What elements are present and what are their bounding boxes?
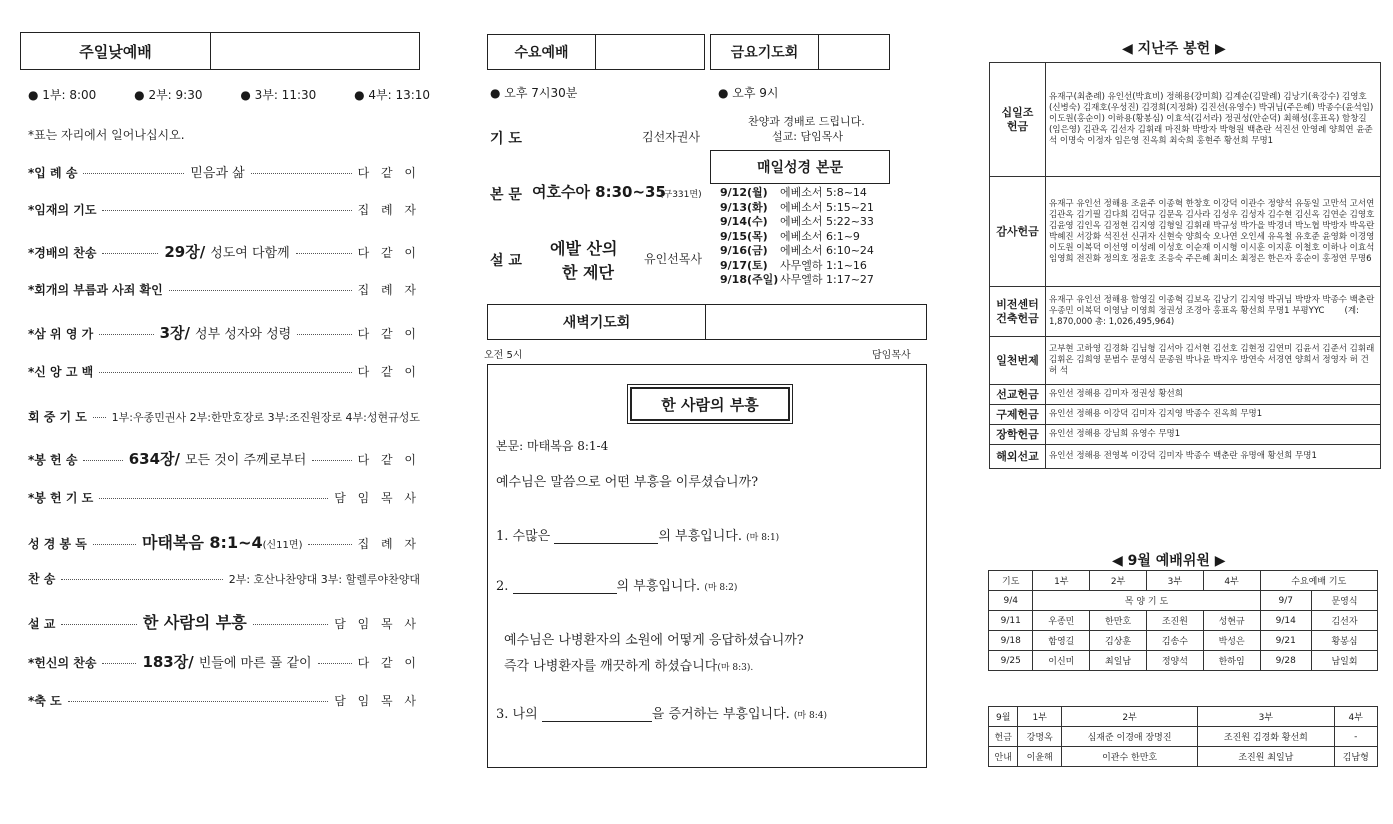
sermon-notes-q2-answer: 즉각 나병환자를 깨끗하게 하셨습니다(마 8:3).	[504, 659, 754, 674]
offering-category: 감사헌금	[990, 177, 1046, 287]
order-detail: 모든 것이 주께로부터	[185, 453, 307, 468]
usher-table	[988, 706, 1378, 767]
dawn-header-box	[487, 304, 927, 340]
bible-reading-row	[720, 273, 874, 288]
offering-row	[990, 287, 1381, 337]
wed-person: 남일회	[1312, 651, 1378, 671]
offering-row	[990, 63, 1381, 177]
offering-total: (계: 1,870,000 총: 1,026,495,964)	[1049, 306, 1359, 327]
worship-row	[989, 611, 1378, 631]
fri-desc-1: 찬양과 경배로 드립니다.	[748, 115, 865, 128]
sermon-notes-line-3: 3. 나의 을 증거하는 부흥입니다. (마 8:4)	[496, 707, 827, 722]
offering-names: 유재구 유인선 정해용 함영길 이종혁 김보옥 김낭기 김지영 박귀님 박방자 박종수 백춘란 우종민 이복덕 이영남 이영희 정권성 조경아 홍표옥 황선희 무명1 부평YYC (계: 1,870,000 총: 1,026,495,964)	[1046, 287, 1381, 337]
reading-ref: 사무엘하 1:1~16	[780, 258, 867, 272]
wed-date: 9/28	[1260, 651, 1312, 671]
offering-title: ◀ 지난주 봉헌 ▶	[1122, 41, 1226, 57]
order-label: *봉 헌 기 도	[28, 491, 94, 505]
offering-category: 선교헌금	[990, 385, 1046, 405]
usher-header-cell: 9월	[989, 707, 1018, 727]
service-times	[28, 86, 430, 103]
order-highlight: 한 사람의 부흥	[142, 613, 247, 632]
bible-reading-row	[720, 186, 874, 201]
order-row	[28, 162, 420, 181]
sermon-notes-q2: 예수님은 나병환자의 소원에 어떻게 응답하셨습니까?	[504, 633, 804, 648]
offering-row	[990, 405, 1381, 425]
usher-cell: 조진원 최일남	[1198, 747, 1334, 767]
offering-names: 유인선 정해용 강님희 유영수 무명1	[1046, 425, 1381, 445]
sermon-notes-box	[487, 364, 927, 768]
order-label: *회개의 부름과 사죄 확인	[28, 283, 163, 297]
order-label: 설 교	[28, 617, 56, 631]
reading-date: 9/14(수)	[720, 215, 768, 228]
blank-3[interactable]	[542, 708, 652, 722]
fri-header-title: 금요기도회	[711, 35, 819, 69]
reading-date: 9/15(목)	[720, 229, 768, 243]
worship-date: 9/11	[989, 611, 1033, 631]
order-row	[28, 448, 420, 469]
reading-ref: 에베소서 5:15~21	[780, 200, 874, 214]
usher-row	[989, 727, 1378, 747]
worship-person: 박성은	[1203, 631, 1260, 651]
wed-date: 9/21	[1260, 631, 1312, 651]
dawn-time: 오전 5시	[484, 350, 523, 361]
order-leader: 다 같 이	[357, 656, 421, 670]
order-row	[28, 530, 420, 553]
offering-row	[990, 425, 1381, 445]
fri-desc-2: 설교: 담임목사	[772, 130, 843, 143]
wed-person: 황봉심	[1312, 631, 1378, 651]
order-leader: 집 례 자	[357, 203, 420, 217]
wed-sermon-label: 설 교	[490, 253, 522, 269]
worship-date: 9/25	[989, 651, 1033, 671]
order-row	[28, 692, 420, 709]
wed-person: 문영식	[1312, 591, 1378, 611]
worship-person: 이신미	[1033, 651, 1090, 671]
usher-row	[989, 747, 1378, 767]
worship-person: 김송수	[1146, 631, 1203, 651]
offering-row	[990, 385, 1381, 405]
order-leader: 집 례 자	[357, 283, 420, 297]
sermon-notes-line-1: 1. 수많은 의 부흥입니다. (마 8:1)	[496, 529, 780, 544]
offering-category: 일천번제	[990, 337, 1046, 385]
offering-row	[990, 177, 1381, 287]
offering-panel	[982, 0, 1390, 824]
order-hymn-number: 3장/	[159, 324, 191, 342]
offering-row	[990, 445, 1381, 469]
order-leader: 담 임 목 사	[334, 694, 420, 708]
dawn-header-title: 새벽기도회	[488, 305, 706, 339]
order-detail: 빈들에 마른 풀 같이	[198, 656, 312, 671]
order-row	[28, 363, 420, 380]
offering-names: 유인선 정해용 전영복 이강덕 김미자 박종수 백춘란 유명애 황선희 무명1	[1046, 445, 1381, 469]
offering-category: 비전센터 건축헌금	[990, 287, 1046, 337]
order-leader: 다 같 이	[357, 453, 420, 467]
worship-header-cell: 3부	[1146, 571, 1203, 591]
daily-bible-header: 매일성경 본문	[710, 150, 890, 184]
reading-date: 9/16(금)	[720, 244, 768, 257]
bible-reading-row	[720, 201, 874, 216]
worship-row	[989, 651, 1378, 671]
sunday-worship-panel	[0, 0, 440, 824]
bible-reading-row	[720, 244, 874, 259]
order-row	[28, 489, 420, 506]
offering-category: 구제헌금	[990, 405, 1046, 425]
wed-header-box	[487, 34, 705, 70]
wed-date: 9/14	[1260, 611, 1312, 631]
time-4: ● 4부: 13:10	[354, 88, 431, 102]
reading-date: 9/12(월)	[720, 186, 768, 199]
order-label: 회 중 기 도	[28, 410, 87, 424]
bible-reading-row	[720, 259, 874, 274]
order-row	[28, 201, 420, 218]
offering-category: 해외선교	[990, 445, 1046, 469]
order-label: *헌신의 찬송	[28, 656, 97, 670]
order-label: *봉 헌 송	[28, 453, 78, 467]
worship-header-cell: 기도	[989, 571, 1033, 591]
worship-person: 조진원	[1146, 611, 1203, 631]
usher-cell: 안내	[989, 747, 1018, 767]
usher-header-cell: 2부	[1061, 707, 1197, 727]
reading-date: 9/13(화)	[720, 200, 768, 214]
usher-header-row	[989, 707, 1378, 727]
wed-text-page: (구331면)	[660, 190, 702, 200]
dawn-leader: 담임목사	[872, 350, 911, 361]
wed-time: ● 오후 7시30분	[490, 86, 578, 100]
worship-person: 함영길	[1033, 631, 1090, 651]
wed-prayer-label: 기 도	[490, 131, 522, 147]
order-leader: 담 임 목 사	[334, 491, 420, 505]
offering-names: 고부현 고하영 김경화 김님형 김서아 김서현 김선호 김현정 김연미 김윤서 김준서 김휘래 김휘온 김희영 문범수 문영식 문종원 박나윤 박지우 방연숙 서경연 양희서 정영자 허 건 허 석	[1046, 337, 1381, 385]
weekday-services-panel	[480, 0, 930, 824]
usher-cell: 조진원 김경화 황선희	[1198, 727, 1334, 747]
order-detail: 성부 성자와 성령	[195, 327, 292, 342]
usher-cell: -	[1334, 727, 1378, 747]
order-page: (신11면)	[262, 540, 303, 551]
usher-header-cell: 4부	[1334, 707, 1378, 727]
daily-bible-list	[720, 186, 874, 288]
order-leader: 다 같 이	[357, 166, 421, 180]
sunday-header-box	[20, 32, 420, 70]
reading-ref: 에베소서 5:8~14	[780, 186, 867, 199]
order-label: 성 경 봉 독	[28, 537, 87, 551]
usher-cell: 이관수 한만호	[1061, 747, 1197, 767]
worship-committee-table	[988, 570, 1378, 671]
fri-header-box	[710, 34, 890, 70]
worship-committee-title: ◀ 9월 예배위원 ▶	[1112, 553, 1226, 569]
worship-person: 정양석	[1146, 651, 1203, 671]
order-label: *신 앙 고 백	[28, 365, 94, 379]
offering-row	[990, 337, 1381, 385]
order-detail: 1부:우종민권사 2부:한만호장로 3부:조진원장로 4부:성현규성도	[111, 411, 420, 424]
order-detail: 2부: 호산나찬양대 3부: 할렐루야찬양대	[228, 573, 420, 586]
worship-row	[989, 591, 1378, 611]
wed-person: 김선자	[1312, 611, 1378, 631]
wed-header-title: 수요예배	[488, 35, 596, 69]
offering-names: 유재구(최춘례) 유인선(박효비) 정해용(강미희) 김계순(김말례) 김낭기(육강수) 김영호(신병숙) 김재호(우성진) 김경희(지정화) 김진선(유영수) 박귀님(주은혜) 박종수(윤석임) 이도원(홍순이) 이하용(황봉심) 이효석(김서라) 정권성(안순덕) 최해성(홍표옥) 함창길(임은영) 김관옥 김선자 김휘래 마진화 박방자 박형원 백춘란 석진선 안영례 양희연 윤준석 이명숙 이정자 임은영 진옥희 최숙희 홍현주 황선희 무명1	[1046, 63, 1381, 177]
reading-ref: 에베소서 5:22~33	[780, 215, 874, 228]
order-hymn-number: 29장/	[164, 243, 206, 261]
offering-table	[989, 62, 1381, 469]
time-1: ● 1부: 8:00	[28, 88, 97, 102]
order-detail: 믿음과 삶	[190, 166, 245, 181]
offering-category: 십일조 헌금	[990, 63, 1046, 177]
usher-header-cell: 3부	[1198, 707, 1334, 727]
wed-text-ref: 여호수아 8:30~35	[532, 183, 666, 201]
wed-sermon-title-2: 한 제단	[562, 263, 614, 282]
order-leader: 다 같 이	[357, 327, 421, 341]
worship-header-cell: 4부	[1203, 571, 1260, 591]
reading-ref: 에베소서 6:1~9	[780, 229, 860, 243]
order-row	[28, 610, 420, 633]
order-row	[28, 408, 420, 425]
order-hymn-number: 183장/	[142, 653, 194, 671]
worship-date: 9/4	[989, 591, 1033, 611]
bible-reading-row	[720, 230, 874, 245]
order-leader: 담 임 목 사	[334, 617, 421, 631]
time-2: ● 2부: 9:30	[134, 88, 203, 102]
order-row	[28, 281, 420, 298]
worship-row	[989, 631, 1378, 651]
worship-person: 성현규	[1203, 611, 1260, 631]
order-leader: 다 같 이	[357, 365, 420, 379]
usher-cell: 헌금	[989, 727, 1018, 747]
blank-1[interactable]	[554, 530, 658, 544]
order-row	[28, 651, 420, 672]
worship-person: 한하임	[1203, 651, 1260, 671]
order-row	[28, 322, 420, 343]
order-highlight: 마태복음 8:1~4	[142, 533, 263, 552]
fri-time: ● 오후 9시	[718, 86, 779, 100]
reading-date: 9/18(주일)	[720, 273, 779, 286]
wed-sermon-person: 유인선목사	[644, 252, 702, 266]
order-leader: 집 례 자	[357, 537, 420, 551]
worship-person: 김상훈	[1090, 631, 1147, 651]
worship-person: 우종민	[1033, 611, 1090, 631]
reading-ref: 사무엘하 1:17~27	[780, 273, 874, 286]
wed-text-label: 본 문	[490, 187, 522, 203]
wed-sermon-title-1: 에발 산의	[550, 239, 618, 258]
wed-date: 9/7	[1260, 591, 1312, 611]
reading-date: 9/17(토)	[720, 258, 768, 272]
order-label: *임재의 기도	[28, 203, 97, 217]
worship-person: 한만호	[1090, 611, 1147, 631]
order-label: 찬 송	[28, 572, 56, 586]
blank-2[interactable]	[513, 580, 617, 594]
worship-header-cell: 1부	[1033, 571, 1090, 591]
worship-header-cell: 수요예배 기도	[1260, 571, 1377, 591]
order-row	[28, 241, 420, 262]
bible-reading-row	[720, 215, 874, 230]
order-row	[28, 570, 420, 587]
reading-ref: 에베소서 6:10~24	[780, 244, 874, 257]
worship-date: 9/18	[989, 631, 1033, 651]
order-hymn-number: 634장/	[128, 450, 180, 468]
usher-cell: 이윤해	[1018, 747, 1061, 767]
offering-names: 유인선 정해용 김미자 정권성 황선희	[1046, 385, 1381, 405]
order-leader: 다 같 이	[357, 246, 420, 260]
worship-merged: 목 양 기 도	[1033, 591, 1260, 611]
usher-cell: 강명옥	[1018, 727, 1061, 747]
worship-person: 최일남	[1090, 651, 1147, 671]
sermon-notes-line-2: 2. 의 부흥입니다. (마 8:2)	[496, 579, 738, 594]
time-3: ● 3부: 11:30	[240, 88, 317, 102]
sermon-notes-q1: 예수님은 말씀으로 어떤 부흥을 이루셨습니까?	[496, 475, 759, 490]
offering-names: 유재구 유인선 정해용 조윤주 이종혁 한창호 이강덕 이관수 정양석 유동일 고만석 고서연 김관옥 김기필 김다희 김덕규 김문옥 김사라 김성우 김성자 김수현 김신옥 김연순 김영호 김윤영 김인옥 김정현 김지영 김형일 김휘래 박규성 박가을 박경녀 박노협 박방자 박옥란 박혜진 서강화 석진선 신귀자 신현숙 양희숙 오나연 오인세 유옥철 유호준 윤영화 이경영 이도원 이복덕 이선영 이성례 이성호 이순재 이시형 이시훈 이지훈 이철호 이하나 이효석 임영희 전진화 정의호 정윤호 조응숙 주은혜 최미소 최정은 한은자 홍순이 홍정연 무명6	[1046, 177, 1381, 287]
offering-category: 장학헌금	[990, 425, 1046, 445]
worship-header-cell: 2부	[1090, 571, 1147, 591]
order-label: *축 도	[28, 694, 62, 708]
order-detail: 성도여 다함께	[210, 246, 290, 261]
order-label: *경배의 찬송	[28, 246, 97, 260]
usher-header-cell: 1부	[1018, 707, 1061, 727]
sunday-header-title: 주일낮예배	[21, 33, 211, 69]
order-label: *삼 위 영 가	[28, 327, 94, 341]
wed-prayer-person: 김선자권사	[642, 130, 700, 144]
standing-note: *표는 자리에서 일어나십시오.	[28, 128, 185, 142]
worship-header-row	[989, 571, 1378, 591]
order-label: *입 례 송	[28, 166, 78, 180]
offering-names: 유인선 정해용 이강덕 김미자 김지영 박종수 진옥희 무명1	[1046, 405, 1381, 425]
sermon-notes-text: 본문: 마태복음 8:1-4	[496, 439, 609, 453]
usher-cell: 김남형	[1334, 747, 1378, 767]
usher-cell: 심재준 이경애 장명진	[1061, 727, 1197, 747]
sermon-notes-title: 한 사람의 부흥	[630, 387, 790, 421]
